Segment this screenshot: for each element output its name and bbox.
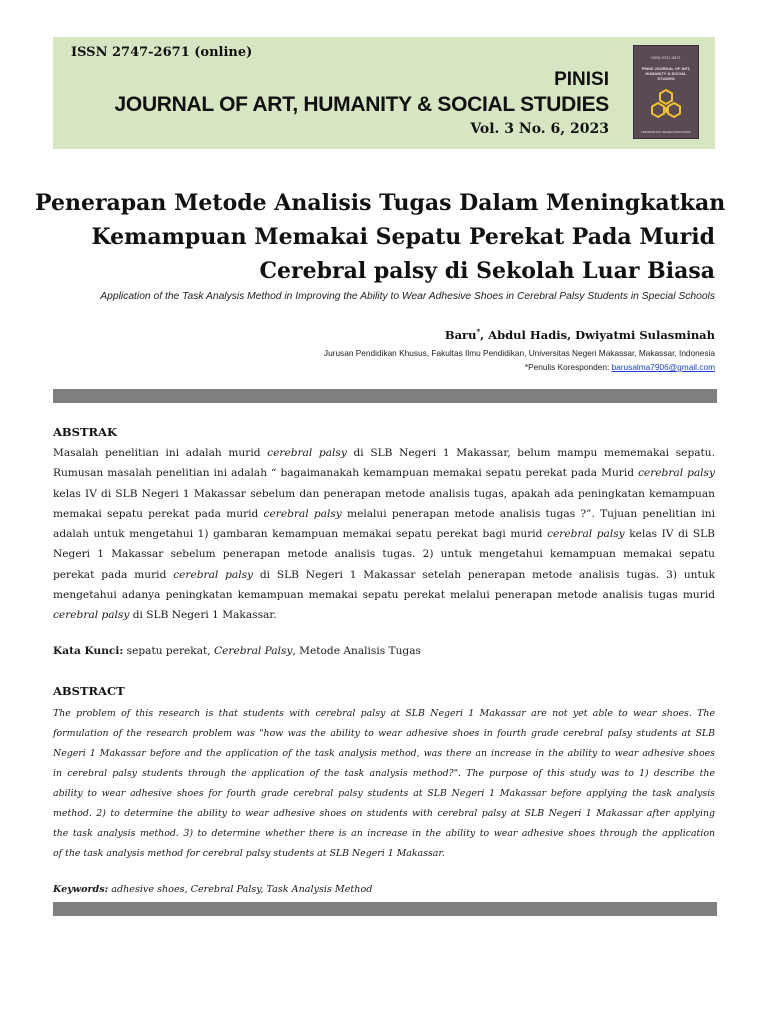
- abstract-line: ability to wear adhesive shoes for fourth grade cerebral palsy students at SLB Negeri 1 Makassar before applying the task analysis: [53, 788, 715, 799]
- cover-footer: UNIVERSITAS NEGERI MAKASSAR: [641, 130, 691, 134]
- correspondent-label: *Penulis Koresponden:: [524, 362, 612, 372]
- cover-title: PINISI JOURNAL OF ART, HUMANITY & SOCIAL STUDIES: [641, 66, 691, 81]
- abstrak-line: [53, 443, 715, 463]
- kata-kunci-label: Kata Kunci:: [53, 645, 124, 657]
- corresponding-author: [525, 362, 715, 372]
- abstrak-line: [53, 524, 715, 544]
- hexagon-logo-icon: [648, 86, 684, 122]
- text: melalui penerapan metode analisis tugas ?”. Tujuan penelitian ini: [341, 507, 715, 520]
- abstrak-line: [53, 463, 715, 483]
- abstract-line: the task analysis method. 3) to determine whether there is an increase in the ability to wear adhesive shoes through the application: [53, 828, 715, 839]
- text: , Metode Analisis Tugas: [292, 645, 421, 657]
- italic-term: cerebral palsy: [638, 467, 715, 480]
- text: Negeri 1 Makassar sebelum penerapan metode analisis tugas. 2) untuk mengetahui kemampuan memakai sepatu: [53, 548, 715, 561]
- text: Rumusan masalah penelitian ini adalah “ bagaimanakah kemampuan memakai sepatu perekat pada Murid: [53, 467, 638, 480]
- abstract-heading: ABSTRACT: [53, 684, 125, 698]
- paper-title-line: Cerebral palsy di Sekolah Luar Biasa: [259, 258, 715, 284]
- paper-title: [35, 186, 726, 288]
- text: kelas IV di SLB Negeri 1 Makassar sebelum dan penerapan metode analisis tugas, apakah ada peningkatan kemampuan: [53, 487, 715, 500]
- author-list: [445, 327, 715, 342]
- journal-title: JOURNAL OF ART, HUMANITY & SOCIAL STUDIES: [114, 93, 609, 116]
- text: sepatu perekat,: [123, 645, 215, 657]
- cover-issn: ISSN 2747-2671: [651, 55, 681, 60]
- keywords: [53, 884, 372, 895]
- corresponding-mark: *: [476, 327, 481, 336]
- italic-term: cerebral palsy: [267, 447, 347, 459]
- journal-cover-thumbnail: [633, 45, 699, 139]
- abstrak-line: [53, 585, 715, 605]
- abstract-line: formulation of the research problem was "how was the ability to wear adhesive shoes in fourth grade cerebral palsy students at SLB: [53, 728, 715, 739]
- text: di SLB Negeri 1 Makassar.: [129, 609, 277, 622]
- paper-title-line: Penerapan Metode Analisis Tugas Dalam Meningkatkan: [35, 190, 726, 216]
- paper-subtitle-english: Application of the Task Analysis Method in Improving the Ability to Wear Adhesive Shoes in Cerebral Palsy Students in Special Schools: [100, 291, 715, 302]
- abstrak-line: [53, 544, 715, 564]
- journal-header: [53, 37, 715, 149]
- abstract-line: Negeri 1 Makassar before and the application of the task analysis method, was there an increase in the ability to wear adhesive shoes: [53, 748, 715, 759]
- text: perekat pada murid: [53, 568, 174, 581]
- italic-term: cerebral palsy: [263, 507, 342, 520]
- abstrak-heading: ABSTRAK: [53, 425, 117, 439]
- text: di SLB Negeri 1 Makassar, belum mampu mememakai sepatu.: [346, 447, 715, 459]
- text: kelas IV di SLB: [624, 528, 715, 541]
- issn: ISSN 2747-2671 (online): [71, 45, 253, 60]
- kata-kunci: [53, 645, 421, 657]
- section-divider-bottom: [53, 902, 717, 916]
- abstrak-line: [53, 565, 715, 585]
- text: adalah untuk mengetahui 1) gambaran kemampuan memakai sepatu perekat bagi murid: [53, 528, 548, 541]
- italic-term: cerebral palsy: [547, 528, 625, 541]
- text: adhesive shoes, Cerebral Palsy, Task Analysis Method: [108, 884, 373, 895]
- abstrak-body: [53, 443, 715, 626]
- author-rest: , Abdul Hadis, Dwiyatmi Sulasminah: [480, 327, 715, 342]
- journal-name: PINISI: [554, 69, 609, 90]
- keywords-label: Keywords:: [53, 884, 109, 895]
- text: Masalah penelitian ini adalah murid: [53, 447, 268, 459]
- correspondent-email-link[interactable]: barusalma7906@gmail.com: [611, 362, 715, 372]
- text: di SLB Negeri 1 Makassar setelah penerapan metode analisis tugas. 3) untuk: [253, 568, 715, 581]
- abstract-line: The problem of this research is that students with cerebral palsy at SLB Negeri 1 Makassar are not yet able to wear shoes. The: [53, 708, 715, 719]
- author-first: Baru: [444, 327, 477, 342]
- italic-term: cerebral palsy: [53, 609, 130, 622]
- italic-term: cerebral palsy: [173, 568, 254, 581]
- section-divider-top: [53, 389, 717, 403]
- abstrak-line: [53, 605, 715, 625]
- author-affiliation: Jurusan Pendidikan Khusus, Fakultas Ilmu Pendidikan, Universitas Negeri Makassar, Makassar, Indonesia: [323, 348, 715, 358]
- text: mengetahui adanya peningkatan kemampuan memakai sepatu perekat melalui penerapan metode analisis tugas murid: [53, 589, 715, 602]
- abstract-line: in cerebral palsy students through the application of the task analysis method?". The purpose of this study was to 1) describe the: [53, 768, 715, 779]
- italic-term: Cerebral Palsy: [214, 645, 293, 657]
- abstract-line: of the task analysis method for cerebral palsy students at SLB Negeri 1 Makassar.: [53, 848, 445, 859]
- text: memakai sepatu perekat pada murid: [53, 507, 264, 520]
- abstrak-line: [53, 504, 715, 524]
- abstrak-line: [53, 484, 715, 504]
- abstract-body: [53, 704, 715, 864]
- volume-issue: Vol. 3 No. 6, 2023: [470, 121, 609, 137]
- paper-title-line: Kemampuan Memakai Sepatu Perekat Pada Murid: [91, 224, 715, 250]
- abstract-line: method. 2) to determine the ability to wear adhesive shoes on students with cerebral palsy at SLB Negeri 1 Makassar after applying: [53, 808, 715, 819]
